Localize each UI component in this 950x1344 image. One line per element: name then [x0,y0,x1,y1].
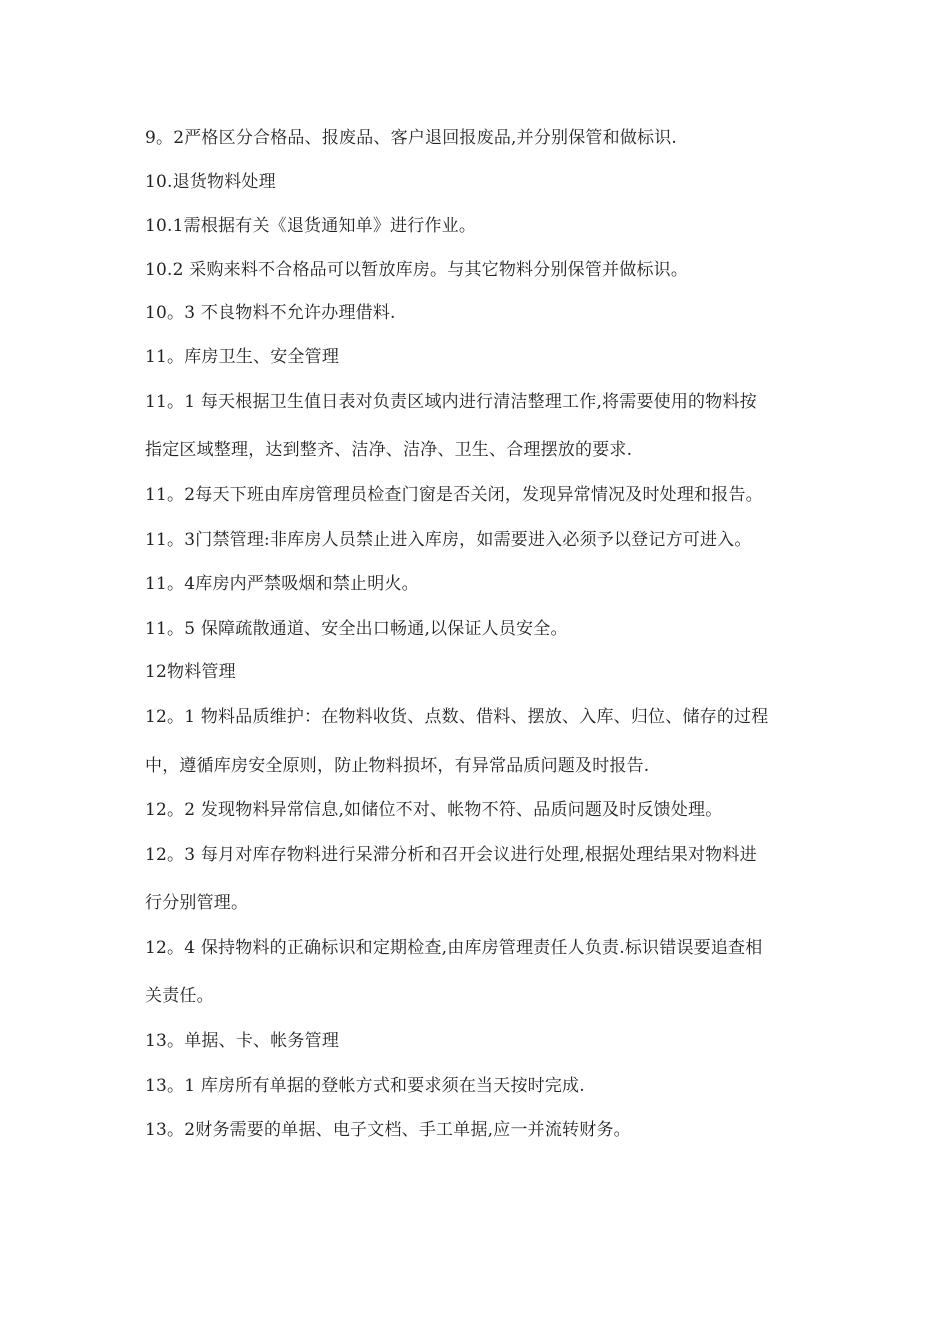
section-heading: 10.退货物料处理 [145,172,276,192]
text-line: 12。4 保持物料的正确标识和定期检查,由库房管理责任人负责.标识错误要追查相 [145,938,763,958]
text-line-continued: 指定区域整理，达到整齐、洁净、洁净、卫生、合理摆放的要求. [145,440,633,460]
section-heading: 13。单据、卡、帐务管理 [145,1031,340,1051]
text-line: 11。4库房内严禁吸烟和禁止明火。 [145,574,419,594]
text-line-continued: 行分别管理。 [145,893,249,913]
text-line: 12。2 发现物料异常信息,如储位不对、帐物不符、品质问题及时反馈处理。 [145,800,723,820]
text-line: 11。2每天下班由库房管理员检查门窗是否关闭，发现异常情况及时处理和报告。 [145,485,763,505]
text-line: 12。1 物料品质维护：在物料收货、点数、借料、摆放、入库、归位、储存的过程 [145,707,769,727]
section-heading: 11。库房卫生、安全管理 [145,347,340,367]
text-line: 12。3 每月对库存物料进行呆滞分析和召开会议进行处理,根据处理结果对物料进 [145,845,757,865]
text-line: 13。1 库房所有单据的登帐方式和要求须在当天按时完成. [145,1076,585,1096]
text-line: 10.1需根据有关《退货通知单》进行作业。 [145,216,477,236]
text-line: 11。1 每天根据卫生值日表对负责区域内进行清洁整理工作,将需要使用的物料按 [145,392,757,412]
section-heading: 12物料管理 [145,662,236,682]
text-line: 11。5 保障疏散通道、安全出口畅通,以保证人员安全。 [145,619,568,639]
text-line: 13。2财务需要的单据、电子文档、手工单据,应一并流转财务。 [145,1120,631,1140]
text-line-continued: 关责任。 [145,986,214,1006]
text-line-continued: 中，遵循库房安全原则，防止物料损坏，有异常品质问题及时报告. [145,756,650,776]
text-line: 10。3 不良物料不允许办理借料. [145,303,396,323]
text-line: 11。3门禁管理:非库房人员禁止进入库房，如需要进入必须予以登记方可进入。 [145,530,752,550]
text-line: 10.2 采购来料不合格品可以暂放库房。与其它物料分别保管并做标识。 [145,260,689,280]
text-line: 9。2严格区分合格品、报废品、客户退回报废品,并分别保管和做标识. [145,128,678,148]
